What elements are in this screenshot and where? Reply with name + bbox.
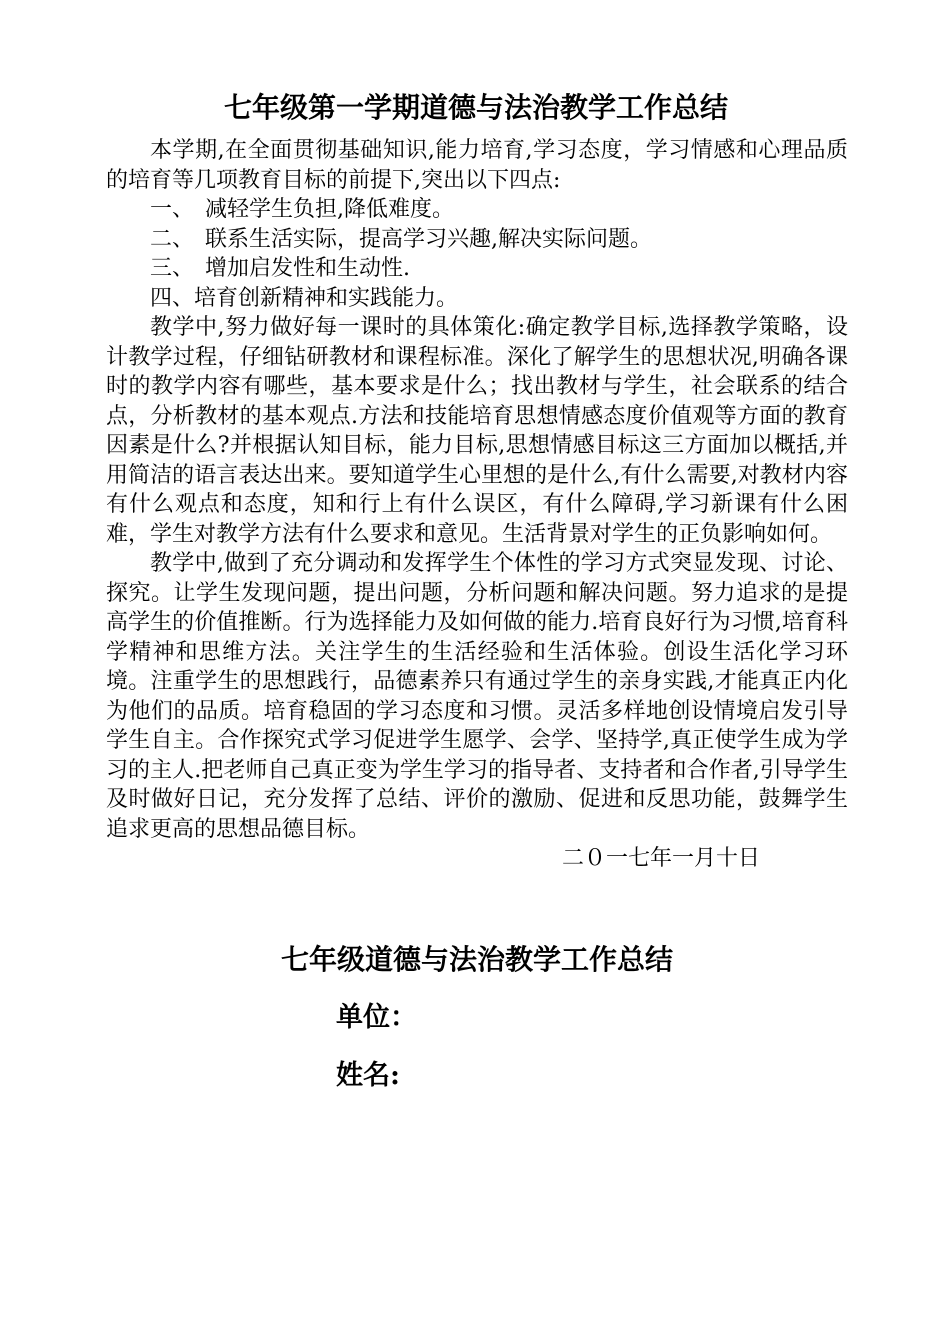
point-item: 二、 联系生活实际，提高学习兴趣,解决实际问题。 <box>150 226 652 252</box>
name-label: 姓名: <box>336 1060 400 1091</box>
document-body <box>106 136 848 874</box>
teaching-plan-paragraph: 教学中,努力做好每一课时的具体策化:确定教学目标,选择教学策略，设计教学过程，仔细钻研教材和课程标准。深化了解学生的思想状况,明确各课时的教学内容有哪些，基本要求是什么；找出教材与学生，社会联系的结合点，分析教材的基本观点.方法和技能培育思想情感态度价值观等方面的教育因素是什么?并根据认知目标，能力目标,思想情感目标这三方面加以概括,并用简洁的语言表达出来。要知道学生心里想的是什么,有什么需要,对教材内容有什么观点和态度，知和行上有什么误区，有什么障碍,学习新课有什么困难，学生对教学方法有什么要求和意见。生活背景对学生的正负影响如何。 <box>106 315 848 547</box>
intro-paragraph: 本学期,在全面贯彻基础知识,能力培育,学习态度，学习情感和心理品质的培育等几项教育目标的前提下,突出以下四点: <box>106 138 848 193</box>
cover-title: 七年级道德与法治教学工作总结 <box>280 943 673 976</box>
unit-label: 单位： <box>336 1002 417 1033</box>
point-item: 三、 增加启发性和生动性. <box>150 256 410 281</box>
document-date: 二０一七年一月十日 <box>561 846 760 871</box>
point-item: 一、 减轻学生负担,降低难度。 <box>150 197 454 222</box>
document-title: 七年级第一学期道德与法治教学工作总结 <box>223 91 728 124</box>
teaching-practice-paragraph: 教学中,做到了充分调动和发挥学生个体性的学习方式突显发现、讨论、探究。让学生发现问题，提出问题，分析问题和解决问题。努力追求的是提高学生的价值推断。行为选择能力及如何做的能力.培育良好行为习惯,培育科学精神和思维方法。关注学生的生活经验和生活体验。创设生活化学习环境。注重学生的思想践行，品德素养只有通过学生的亲身实践,才能真正内化为他们的品质。培育稳固的学习态度和习惯。灵活多样地创设情境启发引导学生自主。合作探究式学习促进学生愿学、会学、坚持学,真正使学生成为学习的主人.把老师自己真正变为学生学习的指导者、支持者和合作者,引导学生及时做好日记，充分发挥了总结、评价的激励、促进和反思功能，鼓舞学生追求更高的思想品德目标。 <box>106 551 848 842</box>
point-item: 四、培育创新精神和实践能力。 <box>150 285 459 311</box>
